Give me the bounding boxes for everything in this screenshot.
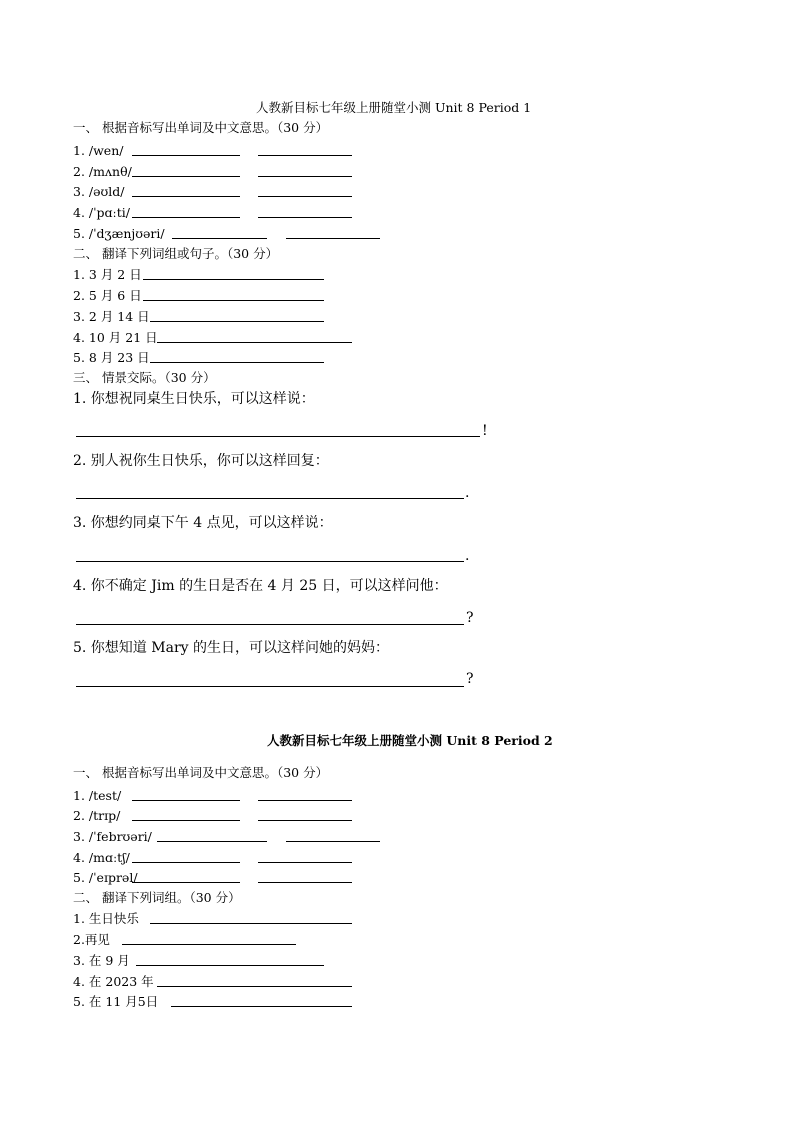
phonetic-item: 4. /ˈpɑːti/ [73,205,130,220]
answer-blank[interactable] [150,362,324,363]
answer-blank[interactable] [150,923,352,924]
section-heading-translate-2: 二、 翻译下列词组。（30 分） [73,890,241,905]
phonetic-item: 3. /əʊld/ [73,184,125,199]
phonetic-item: 3. /ˈfebrʊəri/ [73,829,152,844]
answer-blank-word[interactable] [132,820,240,821]
sentence-end-mark: ? [466,610,474,626]
answer-blank[interactable] [122,944,296,945]
translate-item: 4. 10 月 21 日 [73,330,158,345]
answer-blank-meaning[interactable] [286,841,380,842]
answer-blank-meaning[interactable] [286,238,380,239]
phonetic-item: 4. /mɑːtʃ/ [73,850,130,865]
answer-blank[interactable] [157,986,352,987]
answer-blank-word[interactable] [132,196,240,197]
sentence-end-mark: ? [466,671,474,687]
answer-blank-word[interactable] [132,217,240,218]
section-heading-phonetics-2: 一、 根据音标写出单词及中文意思。（30 分） [73,765,329,780]
answer-blank[interactable] [76,624,464,625]
answer-blank-meaning[interactable] [258,820,352,821]
answer-blank[interactable] [76,436,480,437]
answer-blank[interactable] [171,1006,352,1007]
translate-item: 4. 在 2023 年 [73,974,154,989]
sentence-end-mark: . [465,548,470,564]
phonetic-item: 1. /wen/ [73,143,124,158]
section-heading-phonetics-1: 一、 根据音标写出单词及中文意思。（30 分） [73,120,329,135]
answer-blank[interactable] [76,561,464,562]
answer-blank[interactable] [143,300,324,301]
answer-blank[interactable] [136,965,324,966]
answer-blank[interactable] [76,686,464,687]
answer-blank-meaning[interactable] [258,800,352,801]
answer-blank-word[interactable] [157,841,267,842]
sentence-end-mark: ! [482,423,488,439]
dialogue-prompt: 3. 你想约同桌下午 4 点见，可以这样说： [73,515,333,531]
answer-blank-word[interactable] [132,176,240,177]
answer-blank-meaning[interactable] [258,176,352,177]
answer-blank[interactable] [157,342,352,343]
translate-item: 3. 在 9 月 [73,953,130,968]
answer-blank-meaning[interactable] [258,196,352,197]
page-title-period-1: 人教新目标七年级上册随堂小测 Unit 8 Period 1 [256,100,532,115]
answer-blank[interactable] [143,279,324,280]
phonetic-item: 2. /trɪp/ [73,808,121,823]
answer-blank[interactable] [76,498,464,499]
answer-blank[interactable] [150,321,324,322]
translate-item: 2. 5 月 6 日 [73,288,142,303]
translate-item: 3. 2 月 14 日 [73,309,150,324]
translate-item: 1. 生日快乐 [73,911,139,926]
answer-blank-word[interactable] [172,238,267,239]
phonetic-item: 2. /mʌnθ/ [73,164,132,179]
translate-item: 2.再见 [73,932,110,947]
dialogue-prompt: 2. 别人祝你生日快乐，你可以这样回复： [73,453,329,469]
answer-blank-word[interactable] [132,882,240,883]
answer-blank-meaning[interactable] [258,155,352,156]
page-title-period-2: 人教新目标七年级上册随堂小测 Unit 8 Period 2 [267,733,553,748]
answer-blank-meaning[interactable] [258,862,352,863]
answer-blank-meaning[interactable] [258,217,352,218]
section-heading-translate-1: 二、 翻译下列词组或句子。（30 分） [73,246,279,261]
dialogue-prompt: 5. 你想知道 Mary 的生日，可以这样问她的妈妈： [73,640,389,656]
dialogue-prompt: 4. 你不确定 Jim 的生日是否在 4 月 25 日，可以这样问他： [73,578,448,594]
phonetic-item: 5. /ˈeɪprəl/ [73,870,138,885]
section-heading-dialogue: 三、 情景交际。（30 分） [73,370,216,385]
dialogue-prompt: 1. 你想祝同桌生日快乐，可以这样说： [73,391,315,407]
answer-blank-word[interactable] [132,155,240,156]
translate-item: 5. 8 月 23 日 [73,350,150,365]
answer-blank-word[interactable] [132,862,240,863]
answer-blank-meaning[interactable] [258,882,352,883]
phonetic-item: 5. /ˈdʒænjʊəri/ [73,226,165,241]
answer-blank-word[interactable] [132,800,240,801]
sentence-end-mark: . [465,485,470,501]
translate-item: 5. 在 11 月5日 [73,994,159,1009]
phonetic-item: 1. /test/ [73,788,122,803]
translate-item: 1. 3 月 2 日 [73,267,142,282]
